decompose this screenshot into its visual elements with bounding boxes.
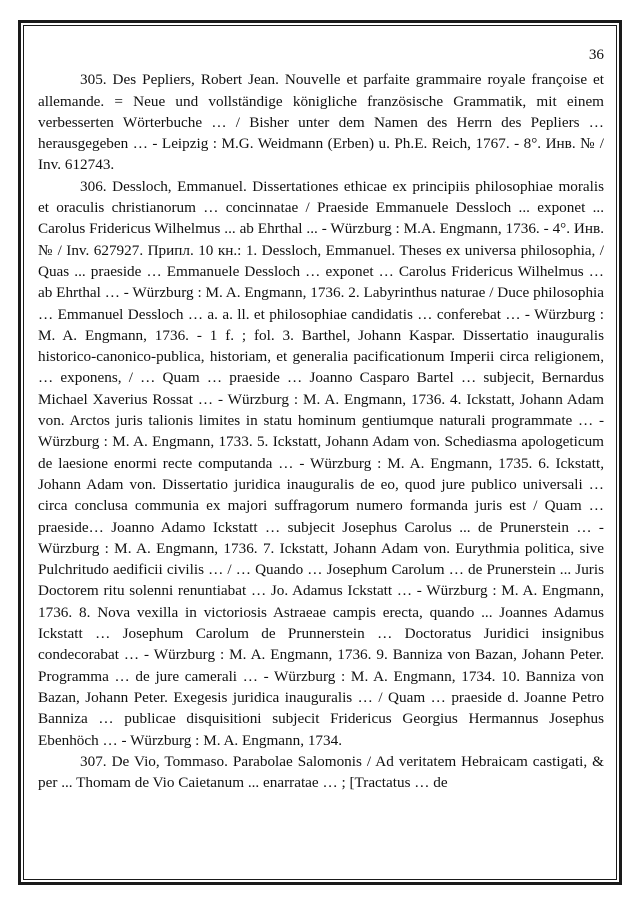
document-page	[38, 44, 604, 793]
catalog-entry-307: 307. De Vio, Tommaso. Parabolae Salomonis / Ad veritatem Hebraicam castigati, & per ... Thomam de Vio Caietanum ... enarratae … ; [Tractatus … de	[38, 752, 604, 792]
page-number: 36	[588, 46, 604, 63]
catalog-entry-306: 306. Dessloch, Emmanuel. Dissertationes ethicae ex principiis philosophiae moralis et oraculis christianorum … concinnatae / Praeside Emmanuele Dessloch ... exponet ... Carolus Fridericus Wilhelmus ... ab Ehrthal ... - Würzburg : M.A. Engmann, 1736. - 4°. Инв. № / Inv. 627927. Припл. 10 кн.: 1. Dessloch, Emmanuel. Theses ex universa philosophia, / Quas ... praeside … Emmanuele Dessloch … exponet … Carolus Fridericus Wilhelmus … ab Ehrthal … - Würzburg : M. A. Engmann, 1736. 2. Labyrinthus naturae / Duce philosophia … Emmanuel Dessloch … a. a. ll. et philosophiae candidatis … conferebat … - Würzburg : M. A. Engmann, 1736. - 1 f. ; fol. 3. Barthel, Johann Kaspar. Dissertatio inauguralis historico-canonico-publica, historiam, et generalia pacificationum Imperii circa religionem, … exponens, / … Quam … praeside … Joanno Casparo Bartel … subjecit, Bernardus Michael Xaverius Rossat … - Würzburg : M. A. Engmann, 1736. 4. Ickstatt, Johann Adam von. Arctos juris talionis limites in statu hominum gentiumque naturali programmate … - Würzburg : M. A. Engmann, 1733. 5. Ickstatt, Johann Adam von. Schediasma apologeticum de laesione enormi recte computanda … - Würzburg : M. A. Engmann, 1735. 6. Ickstatt, Johann Adam von. Dissertatio juridica inauguralis de eo, quod jure publico universali … circa conclusa communia ex majori suffragorum numero formanda juris est / Quam … praeside… Joanno Adamo Ickstatt … subjecit Josephus Carolus ... de Prunerstein … - Würzburg : M. A. Engmann, 1736. 7. Ickstatt, Johann Adam von. Eurythmia politica, sive Pulchritudo aedificii civilis … / … Quando … Josephum Carolum … de Prunerstein ... Juris Doctorem ritu solenni renuntiabat … Jo. Adamus Ickstatt … - Würzburg : M. A. Engmann, 1736. 8. Nova vexilla in victoriosis Astraeae campis erecta, quando ... Joannes Adamus Ickstatt … Josephum Carolum de Prunnerstein … Doctoratus Juridici insignibus condecorabat … - Würzburg : M. A. Engmann, 1736. 9. Banniza von Bazan, Johann Peter. Programma … de jure camerali … - Würzburg : M. A. Engmann, 1734. 10. Banniza von Bazan, Johann Peter. Exegesis juridica inauguralis … / Quam … praeside d. Joanne Petro Banniza … publicae disquisitioni subjecit Fridericus Georgius Hermannus Josephus Ebenhöch … - Würzburg : M. A. Engmann, 1734.	[38, 177, 604, 749]
catalog-entry-305: 305. Des Pepliers, Robert Jean. Nouvelle et parfaite grammaire royale françoise et allemande. = Neue und vollständige königliche französische Grammatik, mit einem verbesserten Wörterbuche … / Bisher unter dem Namen des Herrn des Pepliers … herausgegeben … - Leipzig : M.G. Weidmann (Erben) u. Ph.E. Reich, 1767. - 8°. Инв. № / Inv. 612743.	[38, 71, 604, 174]
